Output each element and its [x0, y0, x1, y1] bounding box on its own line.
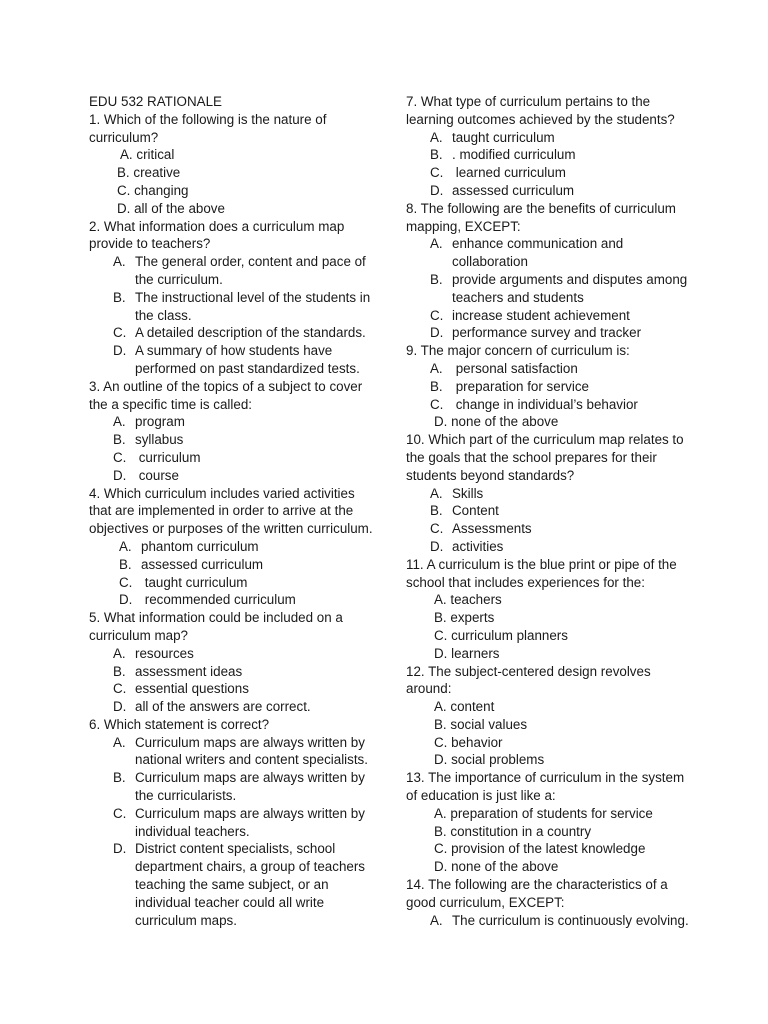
option-text: course: [135, 467, 179, 483]
option-letter: C.: [430, 307, 444, 323]
answer-option: D. social problems: [434, 752, 545, 768]
option-text: change in individual’s behavior: [452, 396, 638, 412]
option-letter: D.: [430, 325, 444, 341]
answer-option: B. constitution in a country: [434, 823, 592, 839]
option-text: District content specialists, school department chairs, a group of teachers teaching the same subject, or an individual teacher could all write curriculum maps.: [135, 841, 369, 928]
answer-option: [89, 556, 374, 574]
option-text: personal satisfaction: [452, 360, 578, 376]
option-text: recommended curriculum: [141, 592, 296, 608]
option-letter: D.: [113, 343, 127, 359]
option-text: provide arguments and disputes among teachers and students: [452, 271, 691, 305]
option-letter: A.: [113, 254, 126, 270]
answer-option: [89, 342, 374, 378]
option-letter: D.: [113, 467, 127, 483]
option-letter: C.: [113, 805, 127, 821]
option-letter: B.: [430, 378, 443, 394]
right-column: [406, 93, 696, 929]
question-text: 12. The subject-centered design revolves around:: [406, 663, 651, 697]
option-text: resources: [135, 645, 194, 661]
answer-option: [89, 538, 374, 556]
option-letter: A.: [430, 129, 443, 145]
option-text: A detailed description of the standards.: [135, 325, 366, 341]
option-text: A summary of how students have performed on past standardized tests.: [135, 343, 360, 376]
answer-option: [89, 680, 374, 698]
option-text: Assessments: [452, 521, 532, 537]
option-letter: C.: [119, 574, 133, 590]
answer-option: [89, 574, 374, 592]
option-text: assessed curriculum: [141, 556, 264, 572]
option-letter: B.: [113, 663, 126, 679]
option-letter: D.: [430, 182, 444, 198]
answer-option: [89, 289, 374, 325]
answer-option: A. content: [434, 699, 495, 715]
option-letter: B.: [430, 271, 443, 287]
option-text: The general order, content and pace of the curriculum.: [135, 254, 370, 287]
answer-option: [89, 591, 374, 609]
option-text: . modified curriculum: [452, 147, 576, 163]
question-text: 7. What type of curriculum pertains to the learning outcomes achieved by the students?: [406, 94, 675, 127]
option-letter: D.: [119, 592, 133, 608]
option-text: all of the answers are correct.: [135, 699, 311, 715]
answer-option: [89, 645, 374, 663]
answer-option: [89, 840, 374, 929]
option-text: taught curriculum: [141, 574, 248, 590]
answer-option: [406, 396, 696, 414]
answer-option: [89, 449, 374, 467]
question-text: 5. What information could be included on a curriculum map?: [89, 610, 343, 643]
option-text: enhance communication and collaboration: [452, 236, 627, 270]
answer-option: [406, 360, 696, 378]
option-text: assessment ideas: [135, 663, 243, 679]
option-letter: B.: [113, 432, 126, 448]
option-text: assessed curriculum: [452, 182, 575, 198]
answer-option: [89, 431, 374, 449]
option-text: The instructional level of the students in the class.: [135, 289, 374, 323]
option-letter: C.: [430, 165, 444, 181]
option-letter: A.: [430, 912, 443, 928]
answer-option: C. changing: [117, 182, 189, 198]
answer-option: [89, 663, 374, 681]
answer-option: [406, 146, 696, 164]
question-text: 1. Which of the following is the nature of curriculum?: [89, 111, 327, 145]
option-letter: B.: [119, 556, 132, 572]
answer-option: [406, 307, 696, 325]
option-text: The curriculum is continuously evolving.: [452, 912, 689, 928]
answer-option: [406, 164, 696, 182]
question-text: 9. The major concern of curriculum is:: [406, 343, 630, 359]
question-text: 3. An outline of the topics of a subject to cover the a specific time is called:: [89, 378, 363, 412]
option-text: curriculum: [135, 449, 201, 465]
answer-option: B. social values: [434, 716, 528, 732]
option-letter: A.: [113, 645, 126, 661]
answer-option: [406, 912, 696, 930]
option-letter: B.: [113, 289, 126, 305]
answer-option: D. none of the above: [434, 414, 559, 430]
question-text: 13. The importance of curriculum in the system of education is just like a:: [406, 770, 685, 804]
answer-option: [406, 520, 696, 538]
answer-option: A. critical: [120, 147, 175, 163]
option-letter: D.: [113, 699, 127, 715]
question-text: 14. The following are the characteristics of a good curriculum, EXCEPT:: [406, 877, 668, 910]
question-text: 4. Which curriculum includes varied activities that are implemented in order to arrive at the objectives or purposes of the written curriculum.: [89, 485, 373, 537]
answer-option: [406, 502, 696, 520]
option-text: Curriculum maps are always written by national writers and content specialists.: [135, 734, 369, 768]
answer-option: B. creative: [117, 165, 181, 181]
answer-option: [406, 235, 696, 271]
option-letter: C.: [430, 521, 444, 537]
option-text: performance survey and tracker: [452, 325, 642, 341]
option-text: increase student achievement: [452, 307, 630, 323]
document-title: EDU 532 RATIONALE: [89, 94, 222, 109]
answer-option: D. learners: [434, 645, 500, 661]
answer-option: [89, 467, 374, 485]
answer-option: [89, 805, 374, 841]
answer-option: [89, 413, 374, 431]
option-letter: C.: [430, 396, 444, 412]
answer-option: A. preparation of students for service: [434, 805, 653, 821]
option-text: Curriculum maps are always written by individual teachers.: [135, 805, 369, 839]
option-letter: C.: [113, 449, 127, 465]
option-letter: A.: [430, 236, 443, 252]
answer-option: C. curriculum planners: [434, 627, 568, 643]
option-text: Curriculum maps are always written by the curricularists.: [135, 770, 369, 804]
option-text: activities: [452, 538, 504, 554]
answer-option: B. experts: [434, 610, 495, 626]
answer-option: [406, 182, 696, 200]
answer-option: [406, 485, 696, 503]
left-column: [89, 93, 374, 929]
option-letter: B.: [430, 147, 443, 163]
option-letter: A.: [430, 360, 443, 376]
option-text: Skills: [452, 485, 484, 501]
option-letter: A.: [113, 734, 126, 750]
option-letter: A.: [113, 414, 126, 430]
option-letter: D.: [430, 538, 444, 554]
answer-option: C. behavior: [434, 734, 503, 750]
option-letter: B.: [113, 770, 126, 786]
answer-option: A. teachers: [434, 592, 502, 608]
answer-option: [89, 769, 374, 805]
option-text: essential questions: [135, 681, 249, 697]
answer-option: [406, 324, 696, 342]
question-text: 10. Which part of the curriculum map relates to the goals that the school prepares for their students beyond standards?: [406, 432, 684, 483]
option-letter: A.: [119, 538, 132, 554]
answer-option: [89, 698, 374, 716]
option-text: preparation for service: [452, 378, 589, 394]
question-text: 8. The following are the benefits of curriculum mapping, EXCEPT:: [406, 200, 676, 234]
answer-option: [89, 324, 374, 342]
option-letter: C.: [113, 681, 127, 697]
option-text: Content: [452, 503, 499, 519]
question-text: 6. Which statement is correct?: [89, 716, 270, 732]
option-text: program: [135, 414, 185, 430]
option-letter: A.: [430, 485, 443, 501]
answer-option: [406, 538, 696, 556]
answer-option: D. all of the above: [117, 200, 225, 216]
answer-option: C. provision of the latest knowledge: [434, 841, 646, 857]
answer-option: [89, 253, 374, 289]
question-text: 11. A curriculum is the blue print or pipe of the school that includes experiences for the:: [406, 556, 677, 590]
answer-option: D. none of the above: [434, 859, 559, 875]
answer-option: [406, 378, 696, 396]
option-letter: C.: [113, 325, 127, 341]
option-letter: B.: [430, 503, 443, 519]
option-text: taught curriculum: [452, 129, 555, 145]
option-text: syllabus: [135, 432, 184, 448]
answer-option: [406, 129, 696, 147]
option-text: phantom curriculum: [141, 538, 259, 554]
question-text: 2. What information does a curriculum map provide to teachers?: [89, 218, 345, 252]
answer-option: [406, 271, 696, 307]
answer-option: [89, 734, 374, 770]
option-text: learned curriculum: [452, 165, 566, 181]
option-letter: D.: [113, 841, 127, 857]
